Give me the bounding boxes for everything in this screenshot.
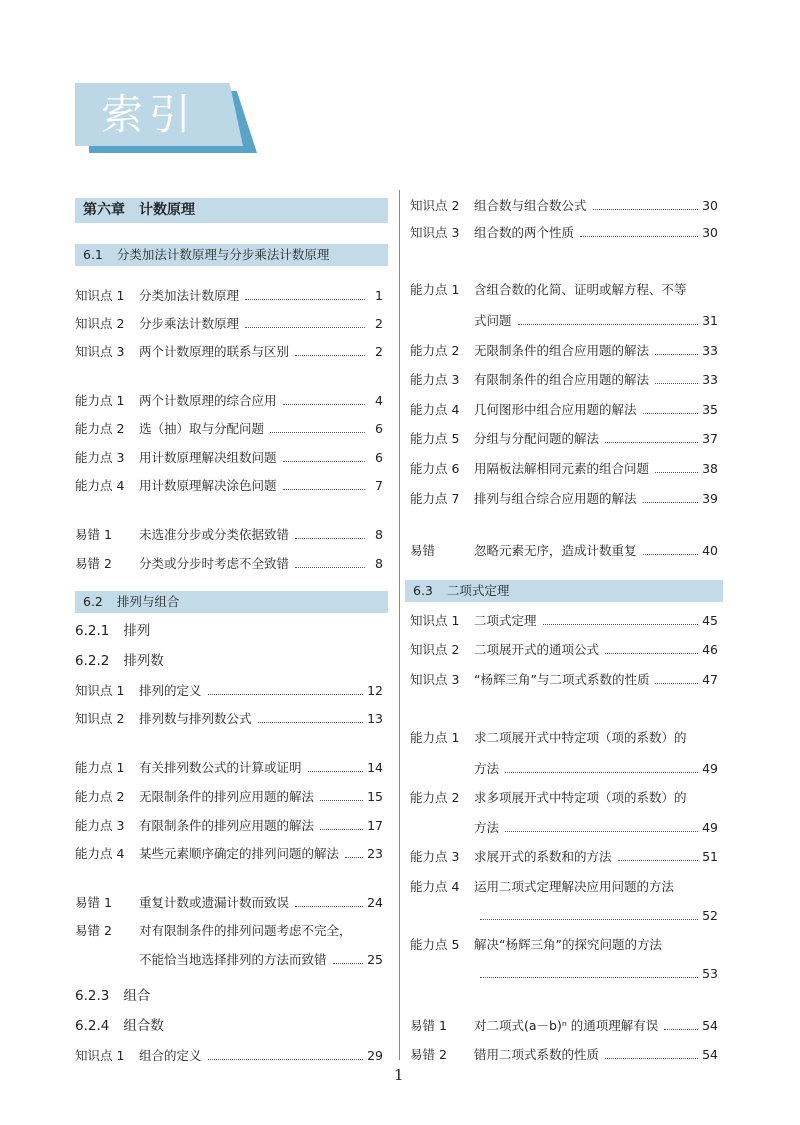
entry-label: 易错: [410, 543, 436, 558]
section-number: 6.2.2: [75, 653, 110, 669]
entry-label: 能力点 1: [410, 730, 460, 745]
index-entry[interactable]: [75, 709, 383, 729]
section-heading: [75, 244, 388, 266]
index-entry-continuation: [75, 950, 383, 970]
entry-page: 6: [375, 450, 383, 465]
index-entry[interactable]: [410, 935, 718, 955]
section-heading: [405, 580, 723, 602]
entry-label: 能力点 6: [410, 461, 460, 476]
entry-label: 知识点 1: [75, 683, 125, 698]
dot-leader: [480, 977, 698, 978]
dot-leader: [258, 722, 364, 723]
entry-label: 知识点 3: [410, 225, 460, 240]
entry-page: 51: [702, 849, 718, 864]
index-entry[interactable]: [75, 1046, 383, 1066]
entry-label: 能力点 4: [75, 478, 125, 493]
index-entry[interactable]: [410, 223, 718, 243]
subsection-heading: [75, 621, 383, 641]
index-entry[interactable]: [410, 280, 718, 300]
entry-page: 2: [375, 344, 383, 359]
dot-leader: [270, 432, 365, 433]
entry-page: 40: [702, 543, 718, 558]
entry-page: 31: [702, 313, 718, 328]
entry-text: 组合数与组合数公式: [474, 198, 587, 213]
entry-label: 知识点 1: [75, 288, 125, 303]
dot-leader: [333, 963, 364, 964]
dot-leader: [245, 299, 365, 300]
entry-text: 两个计数原理的联系与区别: [139, 344, 290, 359]
index-entry[interactable]: [75, 476, 383, 496]
entry-text: 排列数与排列数公式: [139, 711, 252, 726]
entry-label: 能力点 4: [410, 402, 460, 417]
dot-leader: [308, 771, 364, 772]
entry-text: 解决“杨辉三角”的探究问题的方法: [474, 937, 662, 952]
dot-leader: [208, 694, 364, 695]
entry-text: 含组合数的化简、证明或解方程、不等: [474, 282, 687, 297]
index-entry[interactable]: [75, 286, 383, 306]
index-entry-continuation: [410, 759, 718, 779]
entry-text: 未选准分步或分类依据致错: [139, 527, 290, 542]
entry-label: 能力点 2: [75, 789, 125, 804]
entry-text: 求多项展开式中特定项（项的系数）的: [474, 790, 687, 805]
entry-page: 25: [367, 952, 383, 967]
index-entry[interactable]: [75, 787, 383, 807]
entry-text-cont: 方法: [474, 820, 500, 835]
entry-label: 知识点 2: [410, 198, 460, 213]
dot-leader: [480, 919, 698, 920]
entry-page: 17: [367, 818, 383, 833]
entry-text: 排列的定义: [139, 683, 202, 698]
dot-leader: [320, 800, 363, 801]
entry-page: 54: [702, 1018, 718, 1033]
entry-page: 49: [702, 761, 718, 776]
dot-leader: [643, 413, 699, 414]
entry-label: 易错 2: [75, 556, 112, 571]
entry-text: 无限制条件的排列应用题的解法: [139, 789, 315, 804]
dot-leader: [655, 354, 698, 355]
entry-page: 49: [702, 820, 718, 835]
entry-page: 4: [375, 393, 383, 408]
entry-label: 能力点 3: [410, 849, 460, 864]
dot-leader: [543, 624, 699, 625]
dot-leader: [505, 831, 698, 832]
index-entry[interactable]: [75, 893, 383, 913]
entry-label: 能力点 2: [75, 421, 125, 436]
dot-leader: [283, 489, 365, 490]
entry-label: 知识点 3: [410, 672, 460, 687]
entry-text: 对二项式(a－b)ⁿ 的通项理解有误: [474, 1018, 659, 1033]
entry-text: 分组与分配问题的解法: [474, 431, 600, 446]
dot-leader: [345, 857, 363, 858]
index-entry-continuation: [410, 906, 718, 926]
section-number: 6.2.3: [75, 988, 110, 1004]
entry-text: 选（抽）取与分配问题: [139, 421, 265, 436]
index-entry[interactable]: [75, 448, 383, 468]
section-title: 组合数: [123, 1018, 164, 1034]
entry-text-cont: 式问题: [474, 313, 512, 328]
entry-text: 组合的定义: [139, 1048, 202, 1063]
index-entry[interactable]: [75, 314, 383, 334]
entry-text: 有限制条件的组合应用题的解法: [474, 372, 650, 387]
entry-text: 某些元素顺序确定的排列问题的解法: [139, 846, 340, 861]
index-entry[interactable]: [410, 847, 718, 867]
entry-page: 13: [367, 711, 383, 726]
index-entry[interactable]: [75, 554, 383, 574]
section-number: 6.2.4: [75, 1018, 110, 1034]
section-title: 二项式定理: [446, 583, 510, 598]
index-entry-continuation: [410, 311, 718, 331]
index-entry[interactable]: [75, 816, 383, 836]
entry-page: 52: [702, 908, 718, 923]
index-entry[interactable]: [410, 670, 718, 690]
dot-leader: [208, 1059, 364, 1060]
entry-text: 有限制条件的排列应用题的解法: [139, 818, 315, 833]
section-title: 分类加法计数原理与分步乘法计数原理: [116, 247, 330, 262]
entry-page: 35: [702, 402, 718, 417]
entry-label: 能力点 4: [410, 879, 460, 894]
entry-page: 46: [702, 642, 718, 657]
index-entry[interactable]: [410, 788, 718, 808]
entry-page: 8: [375, 527, 383, 542]
entry-text: 无限制条件的组合应用题的解法: [474, 343, 650, 358]
dot-leader: [655, 383, 698, 384]
index-entry[interactable]: [75, 391, 383, 411]
section-heading: [75, 591, 388, 613]
entry-page: 2: [375, 316, 383, 331]
dot-leader: [295, 355, 365, 356]
dot-leader: [320, 829, 363, 830]
index-entry[interactable]: [75, 681, 383, 701]
entry-text: 二项式定理: [474, 613, 537, 628]
dot-leader: [245, 327, 365, 328]
entry-page: 12: [367, 683, 383, 698]
entry-text: 排列与组合综合应用题的解法: [474, 491, 637, 506]
entry-text: 求二项展开式中特定项（项的系数）的: [474, 730, 687, 745]
entry-text-cont: 不能恰当地选择排列的方法而致错: [139, 952, 327, 967]
entry-label: 易错 1: [410, 1018, 447, 1033]
entry-text: 几何图形中组合应用题的解法: [474, 402, 637, 417]
index-entry[interactable]: [75, 342, 383, 362]
section-title: 排列: [123, 623, 151, 639]
index-entry[interactable]: [410, 877, 718, 897]
entry-text: 分步乘法计数原理: [139, 316, 240, 331]
entry-page: 47: [702, 672, 718, 687]
index-entry[interactable]: [410, 341, 718, 361]
subsection-heading: [75, 986, 383, 1006]
entry-page: 37: [702, 431, 718, 446]
dot-leader: [605, 442, 698, 443]
entry-label: 知识点 1: [75, 1048, 125, 1063]
entry-text: 分类或分步时考虑不全致错: [139, 556, 290, 571]
entry-text: 重复计数或遗漏计数而致误: [139, 895, 290, 910]
index-entry[interactable]: [410, 400, 718, 420]
entry-page: 24: [367, 895, 383, 910]
entry-label: 知识点 2: [75, 711, 125, 726]
entry-text: 用计数原理解决组数问题: [139, 450, 277, 465]
entry-text: 用计数原理解决涂色问题: [139, 478, 277, 493]
entry-label: 能力点 5: [410, 431, 460, 446]
section-number: 6.3: [413, 583, 433, 598]
entry-page: 30: [702, 198, 718, 213]
dot-leader: [618, 860, 699, 861]
chapter-heading: 第六章 计数原理: [75, 198, 388, 223]
entry-text: 用隔板法解相同元素的组合问题: [474, 461, 650, 476]
index-entry[interactable]: [75, 921, 383, 941]
dot-leader: [580, 236, 698, 237]
entry-label: 易错 1: [75, 527, 112, 542]
entry-page: 54: [702, 1047, 718, 1062]
dot-leader: [283, 404, 365, 405]
dot-leader: [295, 538, 365, 539]
entry-page: 7: [375, 478, 383, 493]
entry-text: 二项展开式的通项公式: [474, 642, 600, 657]
dot-leader: [505, 772, 698, 773]
dot-leader: [283, 461, 365, 462]
entry-text: 运用二项式定理解决应用问题的方法: [474, 879, 675, 894]
entry-page: 1: [375, 288, 383, 303]
dot-leader: [655, 472, 698, 473]
entry-label: 知识点 1: [410, 613, 460, 628]
index-entry[interactable]: [410, 728, 718, 748]
entry-label: 能力点 7: [410, 491, 460, 506]
dot-leader: [605, 653, 698, 654]
entry-label: 能力点 3: [75, 818, 125, 833]
section-number: 6.2: [83, 594, 103, 609]
dot-leader: [655, 683, 698, 684]
entry-page: 33: [702, 372, 718, 387]
index-entry[interactable]: [410, 1016, 718, 1036]
entry-text-cont: 方法: [474, 761, 500, 776]
index-entry[interactable]: [75, 525, 383, 545]
dot-leader: [643, 502, 699, 503]
dot-leader: [605, 1058, 698, 1059]
index-entry-continuation: [410, 964, 718, 984]
entry-page: 8: [375, 556, 383, 571]
entry-page: 23: [367, 846, 383, 861]
index-entry-continuation: [410, 818, 718, 838]
entry-label: 能力点 4: [75, 846, 125, 861]
entry-label: 能力点 1: [410, 282, 460, 297]
entry-label: 知识点 2: [75, 316, 125, 331]
index-entry[interactable]: [410, 370, 718, 390]
entry-label: 能力点 2: [410, 790, 460, 805]
dot-leader: [295, 906, 363, 907]
entry-label: 易错 2: [410, 1047, 447, 1062]
index-entry[interactable]: [410, 1045, 718, 1065]
entry-text: 错用二项式系数的性质: [474, 1047, 600, 1062]
dot-leader: [664, 1029, 698, 1030]
entry-label: 能力点 3: [75, 450, 125, 465]
entry-text: 分类加法计数原理: [139, 288, 240, 303]
entry-text: 对有限制条件的排列问题考虑不完全，: [139, 923, 352, 938]
page-title: 索引: [101, 90, 198, 139]
index-entry[interactable]: [75, 844, 383, 864]
entry-text: 两个计数原理的综合应用: [139, 393, 277, 408]
entry-text: 忽略元素无序，造成计数重复: [474, 543, 637, 558]
entry-page: 38: [702, 461, 718, 476]
entry-page: 53: [702, 966, 718, 981]
entry-page: 30: [702, 225, 718, 240]
entry-label: 易错 2: [75, 923, 112, 938]
entry-page: 39: [702, 491, 718, 506]
index-entry[interactable]: [410, 611, 718, 631]
entry-page: 14: [367, 760, 383, 775]
section-title: 排列与组合: [116, 594, 180, 609]
subsection-heading: [75, 651, 383, 671]
entry-page: 33: [702, 343, 718, 358]
entry-text: 有关排列数公式的计算或证明: [139, 760, 302, 775]
entry-label: 能力点 1: [75, 760, 125, 775]
entry-page: 45: [702, 613, 718, 628]
section-title: 组合: [123, 988, 151, 1004]
subsection-heading: [75, 1016, 383, 1036]
entry-text: 求展开式的系数和的方法: [474, 849, 612, 864]
index-entry[interactable]: [75, 758, 383, 778]
page-number: 1: [394, 1066, 404, 1084]
entry-label: 能力点 1: [75, 393, 125, 408]
section-number: 6.1: [83, 247, 103, 262]
entry-page: 6: [375, 421, 383, 436]
entry-text: “杨辉三角”与二项式系数的性质: [474, 672, 650, 687]
entry-label: 知识点 2: [410, 642, 460, 657]
entry-text: 组合数的两个性质: [474, 225, 575, 240]
index-entry[interactable]: [410, 640, 718, 660]
index-entry[interactable]: [75, 419, 383, 439]
index-title-banner: [75, 83, 260, 155]
column-divider: [399, 190, 400, 1060]
entry-label: 知识点 3: [75, 344, 125, 359]
section-title: 排列数: [123, 653, 164, 669]
dot-leader: [295, 567, 365, 568]
entry-label: 易错 1: [75, 895, 112, 910]
entry-label: 能力点 2: [410, 343, 460, 358]
entry-label: 能力点 5: [410, 937, 460, 952]
entry-page: 29: [367, 1048, 383, 1063]
index-entry[interactable]: [410, 489, 718, 509]
dot-leader: [593, 209, 699, 210]
index-entry[interactable]: [410, 196, 718, 216]
section-number: 6.2.1: [75, 623, 110, 639]
dot-leader: [643, 554, 699, 555]
entry-page: 15: [367, 789, 383, 804]
index-entry[interactable]: [410, 541, 718, 561]
entry-label: 能力点 3: [410, 372, 460, 387]
index-entry[interactable]: [410, 429, 718, 449]
dot-leader: [518, 324, 699, 325]
index-entry[interactable]: [410, 459, 718, 479]
